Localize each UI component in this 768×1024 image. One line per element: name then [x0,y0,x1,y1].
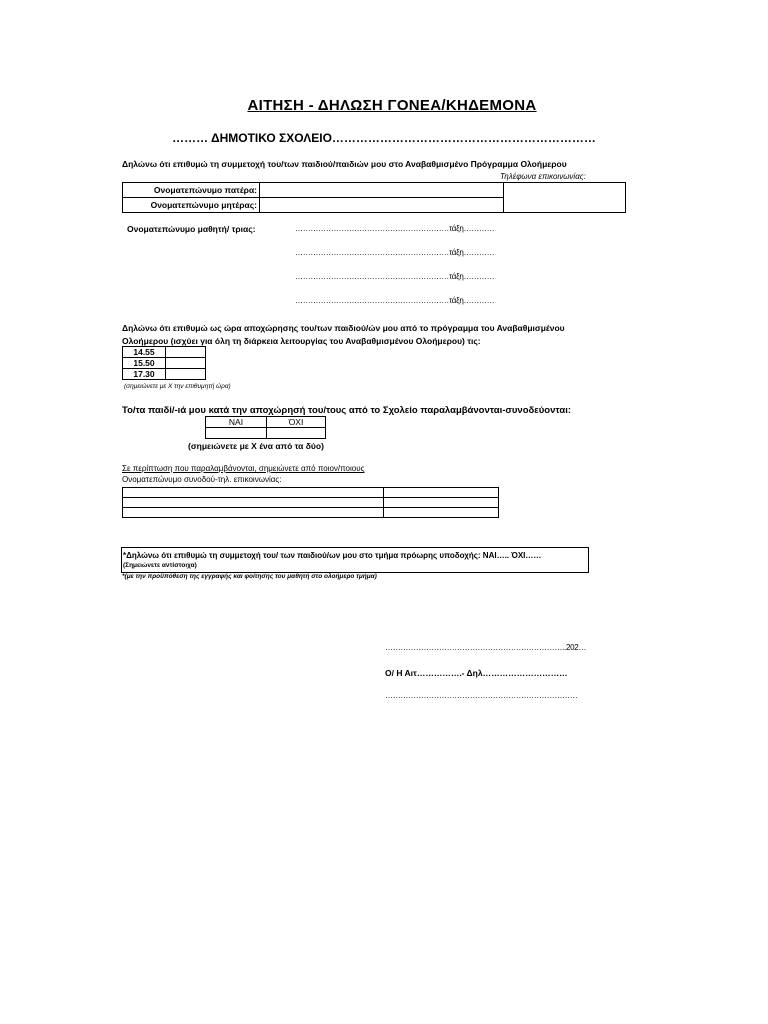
student-label: Ονοματεπώνυμο μαθητή/ τριας: [127,224,256,234]
student-line-1[interactable]: ……………………………………………………τάξη………… [295,224,495,233]
escort-name-cell[interactable] [123,498,384,508]
father-name-field[interactable] [260,183,504,198]
student-line-2[interactable]: ……………………………………………………τάξη………… [295,248,495,257]
time-option: 17.30 [123,369,166,380]
student-line-3[interactable]: ……………………………………………………τάξη………… [295,272,495,281]
pickup-yes-label: ΝΑΙ [206,417,267,428]
intro-declaration: Δηλώνω ότι επιθυμώ τη συμμετοχή του/των παιδιού/παιδιών μου στο Αναβαθμισμένο Πρόγραμμα Ολοήμερου [122,159,567,169]
time-checkbox[interactable] [166,358,206,369]
pickup-yes-checkbox[interactable] [206,428,267,439]
father-label: Ονοματεπώνυμο πατέρα: [123,183,260,198]
pickup-question: Το/τα παιδί/-ιά μου κατά την αποχώρησή του/τους από το Σχολείο παραλαμβάνονται-συνοδεύονται: [122,405,572,416]
escort-name-cell[interactable] [123,488,384,498]
phones-label: Τηλέφωνα επικοινωνίας: [500,172,586,181]
pickup-no-label: ΌΧΙ [267,417,326,428]
pickup-table [205,416,326,439]
time-option: 14.55 [123,347,166,358]
mother-label: Ονοματεπώνυμο μητέρας: [123,198,260,213]
pickup-note: (σημειώνετε με Χ ένα από τα δύο) [188,441,324,451]
time-checkbox[interactable] [166,369,206,380]
page-title: ΑΙΤΗΣΗ - ΔΗΛΩΣΗ ΓΟΝΕΑ/ΚΗΔΕΜΟΝΑ [247,97,537,114]
time-option: 15.50 [123,358,166,369]
signature-line[interactable]: ………………………………………………………………… [385,691,578,700]
pickup-no-checkbox[interactable] [267,428,326,439]
parents-table [122,182,626,213]
early-reception-line: *Δηλώνω ότι επιθυμώ τη συμμετοχή του/ των παιδιού/ων μου στο τμήμα πρόωρης υποδοχής: ΝΑΙ….. ΌΧΙ…… [123,551,542,560]
escort-phone-cell[interactable] [384,488,499,498]
escort-phone-cell[interactable] [384,508,499,518]
applicant-line: Ο/ Η Αιτ…………….- Δηλ………………………… [385,668,568,678]
escort-heading: Σε περίπτωση που παραλαμβάνονται, σημειώνετε από ποιον/ποιους [122,464,365,473]
early-reception-note: (Σημειώνετε αντίστοιχα) [123,562,197,569]
departure-line-2: Ολοήμερου (ισχύει για όλη τη διάρκεια λειτουργίας του Αναβαθμισμένου Ολοήμερου) τις: [122,336,481,346]
early-reception-footnote: *(με την προϋπόθεση της εγγραφής και φοίτησης του μαθητή στο ολοήμερο τμήμα) [122,573,377,580]
escort-label: Ονοματεπώνυμο συνοδού-τηλ. επικοινωνίας: [122,475,282,484]
school-name-line: ……… ΔΗΜΟΤΙΚΟ ΣΧΟΛΕΙΟ………………………………………………………… [172,131,596,145]
escort-phone-cell[interactable] [384,498,499,508]
departure-note: (σημειώνετε με Χ την επιθυμητή ώρα) [124,383,231,390]
escort-name-cell[interactable] [123,508,384,518]
departure-times-table [122,346,206,380]
date-line[interactable]: ……………………………………………………………..202… [385,643,587,652]
departure-line-1: Δηλώνω ότι επιθυμώ ως ώρα αποχώρησης του/των παιδιού/ών μου από το πρόγραμμα του Αναβαθμισμένου [122,323,565,333]
phones-field[interactable] [504,183,626,213]
mother-name-field[interactable] [260,198,504,213]
escort-table [122,487,499,518]
time-checkbox[interactable] [166,347,206,358]
student-line-4[interactable]: ……………………………………………………τάξη………… [295,296,495,305]
